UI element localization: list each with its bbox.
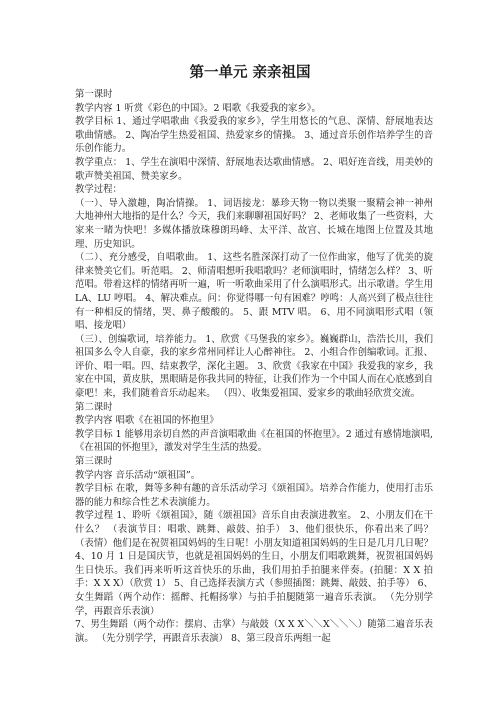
paragraph-goals-3: 教学目标 在歌，舞等多种有趣的音乐活动学习《颂祖国》。培养合作能力，使用打击乐器的能力和综合性艺术表演能力。: [75, 483, 433, 508]
document-title: 第一单元 亲亲祖国: [189, 65, 311, 81]
document-body: [75, 88, 433, 645]
lesson-heading-1: 第一课时: [75, 89, 113, 100]
paragraph-content-1: 教学内容 1 听赏《彩色的中国》。2 唱歌《我爱我的家乡》。: [75, 102, 321, 114]
paragraph-goals-1: 教学目标 1、通过学唱歌曲《我爱我的家乡》，学生用悠长的气息、深情、舒展地表达歌曲情感。 2、陶冶学生热爱祖国、热爱家乡的情操。 3、通过音乐创作培养学生的音乐创作能力。: [75, 116, 433, 155]
lesson-heading-2: 第二课时: [75, 401, 113, 413]
paragraph-key-points: 教学重点： 1、学生在演唱中深情、舒展地表达歌曲情感。 2、唱好连音线，用美妙的歌声赞美祖国、赞美家乡。: [75, 156, 433, 182]
paragraph-goals-2: 教学目标 1 能够用亲切自然的声音演唱歌曲《在祖国的怀抱里》。2 通过有感情地演唱,《在祖国的怀抱里》，激发对学生生活的热爱。: [75, 428, 433, 454]
paragraph-step-1: （一）、导入激趣，陶冶情操。 1、词语接龙：暴珍天物一物以类聚一聚精会神一神州大地神州大地指的是什么？今天，我们来聊聊祖国好吗？ 2、老师收集了一些资料，大家来一睹为快吧！多媒体播放珠穆朗玛峰、太平洋、故宫、长城在地图上位置及其地理、历史知识。: [75, 197, 433, 250]
paragraph-process-3-cont: 7、男生舞蹈（两个动作：摆肩、击掌）与敲鼓（X X X＼＼X＼＼＼）随第二遍音乐表演。 （先分别学学，再跟音乐表演） 8、第三段音乐两组一起: [75, 619, 433, 644]
paragraph-step-2: （二）、充分感受，自唱歌曲。 1、这些名胜深深打动了一位作曲家，他写了优美的旋律来赞美它们。听范唱。 2、师清唱想听我唱歌吗？老师演唱时，情绪怎么样？ 3、听范唱。带着这样的情绪再听一遍，听一听歌曲采用了什么演唱形式。出示歌谱。学生用 LA、LU 哼唱。 4、解决难点。问：你觉得哪一句有困难？哼鸣：人高兴到了极点往往有一种相反的情绪，哭、鼻子酸酸的。 5、跟 MTV 唱。 6、用不同演唱形式唱（领唱、接龙唱）: [75, 252, 433, 332]
paragraph-content-3: 教学内容 音乐活动“颂祖国”。: [75, 469, 201, 481]
paragraph-process-heading: 教学过程：: [75, 184, 122, 196]
paragraph-content-2: 教学内容 唱歌《在祖国的怀抱里》: [75, 415, 219, 427]
paragraph-step-3: （三）、创编歌词，培养能力。 1、欣赏《马堡我的家乡》。巍巍群山，浩浩长川，我们祖国多么令人自豪，我的家乡常州同样让人心醉神往。 2、小组合作创编歌词。汇报、评价、唱一唱。四、结束教学，深化主题。 3、欣赏《我家在中国》我爱我的家乡，我家在中国，黄皮肤，黑眼睛是你我共同的特征，让我们作为一个中国人而在心底感到自豪吧！来，我们随着音乐动起来。 （四）、收集爱祖国、爱家乡的歌曲轻欣赏交流。: [75, 333, 433, 400]
paragraph-process-3: 教学过程 1、聆听《颂祖国》，随《颂祖国》音乐自由表演进教室。 2、小朋友们在干什么？ （表演节目：唱歌、跳舞、敲鼓、拍手） 3、他们很快乐，你看出来了吗？（表情）他们是在祝贺祖国妈妈的生日呢！小朋友知道祖国妈妈的生日是几月几日呢？ 4、10 月 1 日是国庆节，也就是祖国妈妈的生日，小朋友们唱歌跳舞，祝贺祖国妈妈生日快乐。我们再来听听这首快乐的乐曲，我们用拍手拍腿来伴奏。(拍腿：X X 拍手：X X X）（欣赏 1） 5、自己选择表演方式（参照插图：跳舞、敲鼓、拍手等） 6、女生舞蹈（两个动作：摇醉、托帽扬掌）与拍手拍腿随第一遍音乐表演。 （先分别学学，再跟音乐表演）: [75, 510, 433, 617]
lesson-heading-3: 第三课时: [75, 456, 113, 468]
